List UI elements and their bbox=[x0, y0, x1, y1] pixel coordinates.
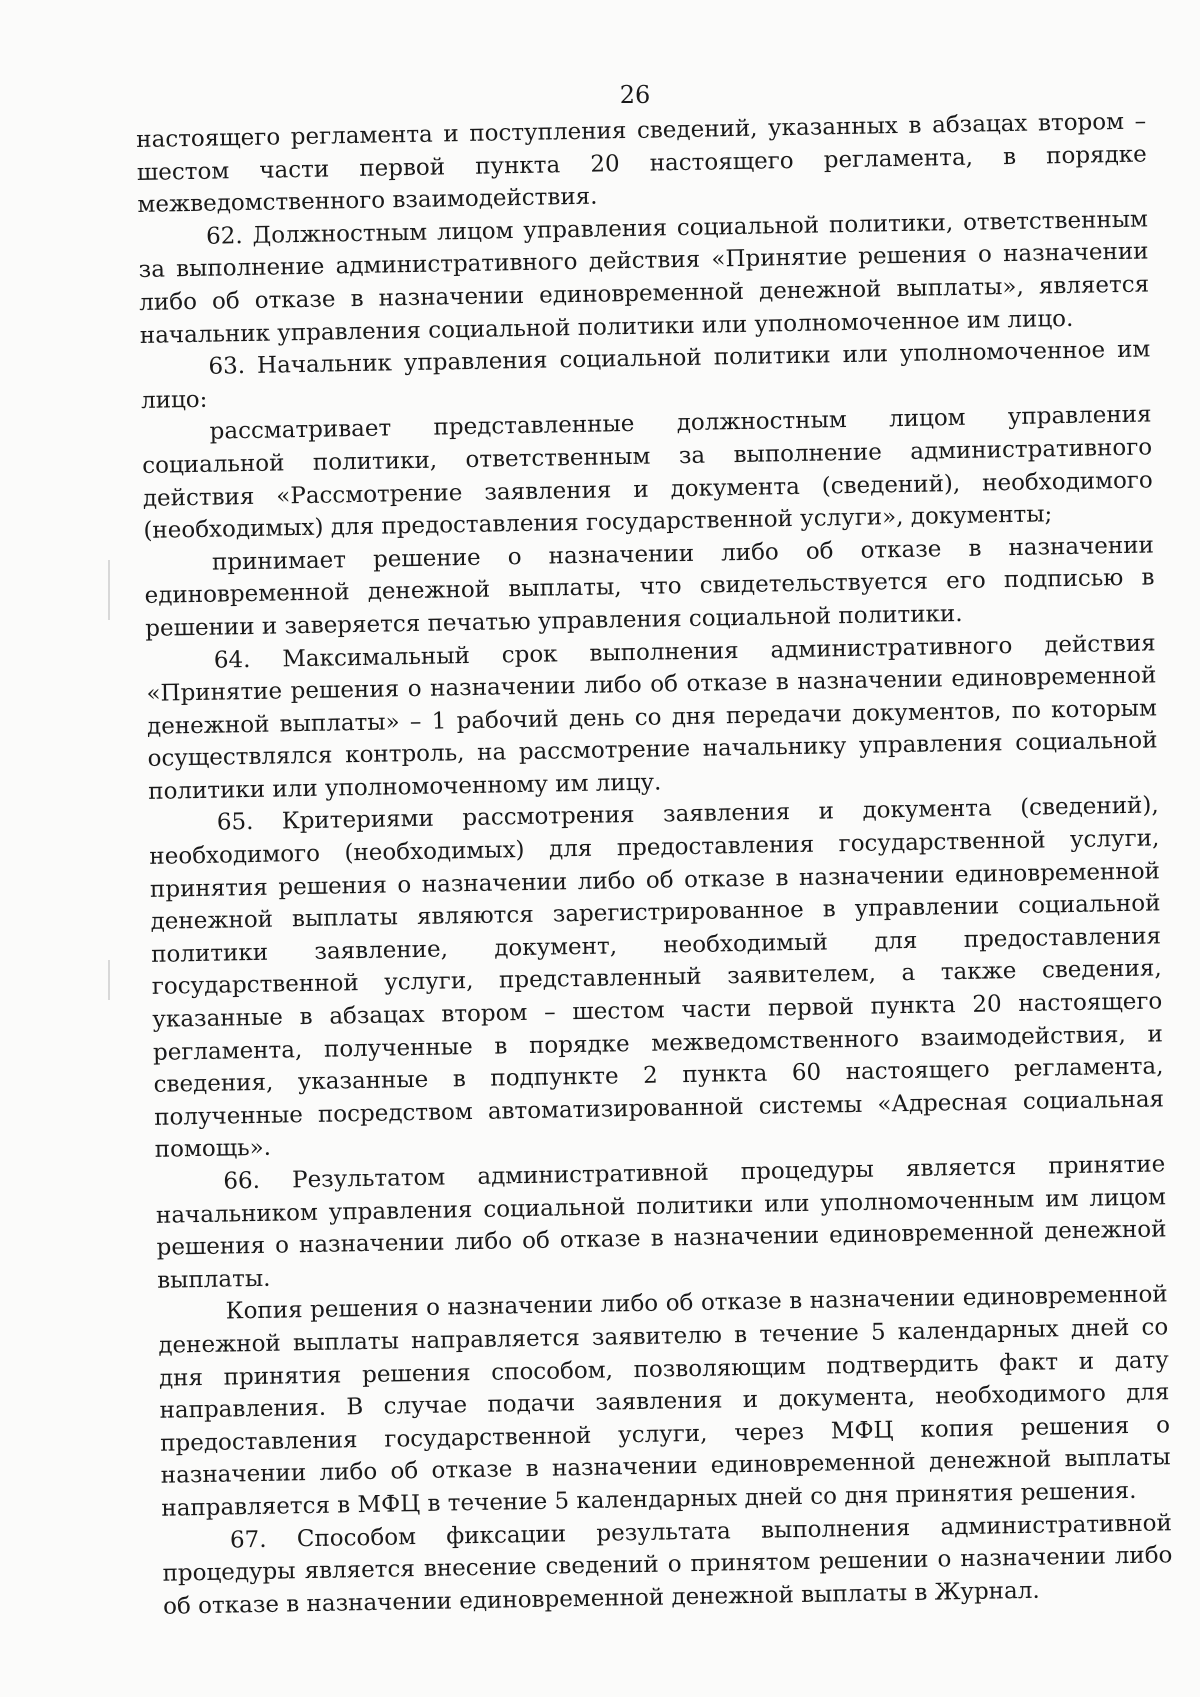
paragraph-65: 65. Критериями рассмотрения заявления и документа (сведений), необходимого (необходимых) для предоставления государственной услуги, принятия решения о назначении либо об отказе в назначении единовременной денежной выплаты являются зарегистрированное в управлении социальной политики заявление, документ, необходимый для предоставления государственной услуги, представленный заявителем, а также сведения, указанные в абзацах втором – шестом части первой пункта 20 настоящего регламента, полученные в порядке межведомственного взаимодействия, и сведения, указанные в подпункте 2 пункта 60 настоящего регламента, полученные посредством автоматизированной системы «Адресная социальная помощь». bbox=[149, 792, 1165, 1164]
paragraph-continuation: настоящего регламента и поступления сведений, указанных в абзацах втором – шестом части первой пункта 20 настоящего регламента, в порядке межведомственного взаимодействия. bbox=[136, 108, 1147, 219]
scan-edge-mark bbox=[108, 560, 110, 620]
paragraph-63-item-1: рассматривает представленные должностным лицом управления социальной политики, ответственным за выполнение административного действия «Рассмотрение заявления и документа (сведений), необходимого (необходимых) для предоставления государственной услуги», документы; bbox=[142, 401, 1153, 545]
paragraph-62: 62. Должностным лицом управления социальной политики, ответственным за выполнение административного действия «Принятие решения о назначении либо об отказе в назначении единовременной денежной выплаты», является начальник управления социальной политики или уполномоченное им лицо. bbox=[138, 206, 1150, 349]
paragraph-63-item-2: принимает решение о назначении либо об отказе в назначении единовременной денежной выплаты, что свидетельствуется его подписью в решении и заверяется печатью управления социальной политики. bbox=[144, 532, 1155, 642]
paragraph-66: 66. Результатом административной процедуры является принятие начальником управления социальной политики или уполномоченным им лицом решения о назначении либо об отказе в назначении единовременной денежной выплаты. bbox=[155, 1151, 1167, 1294]
document-body bbox=[136, 105, 1173, 1623]
paragraph-63: 63. Начальник управления социальной политики или уполномоченное им лицо: bbox=[140, 336, 1151, 414]
paragraph-66-copy: Копия решения о назначении либо об отказе в назначении единовременной денежной выплаты направляется заявителю в течение 5 календарных дней со дня принятия решения способом, позволяющим подтвердить факт и дату направления. В случае подачи заявления и документа, необходимого для предоставления государственной услуги, через МФЦ копия решения о назначении либо об отказе в назначении единовременной денежной выплаты направляется в МФЦ в течение 5 календарных дней со дня принятия решения. bbox=[158, 1281, 1171, 1522]
scan-edge-mark bbox=[108, 960, 110, 1000]
page-number: 26 bbox=[619, 81, 651, 109]
paragraph-67: 67. Способом фиксации результата выполнения административной процедуры является внесение сведений о принятом решении о назначении либо об отказе в назначении единовременной денежной выплаты в Журнал. bbox=[162, 1509, 1173, 1620]
paragraph-64: 64. Максимальный срок выполнения административного действия «Принятие решения о назначении либо об отказе в назначении единовременной денежной выплаты» – 1 рабочий день со дня передачи документов, по которым осуществлялся контроль, на рассмотрение начальнику управления социальной политики или уполномоченному им лицу. bbox=[146, 629, 1158, 805]
